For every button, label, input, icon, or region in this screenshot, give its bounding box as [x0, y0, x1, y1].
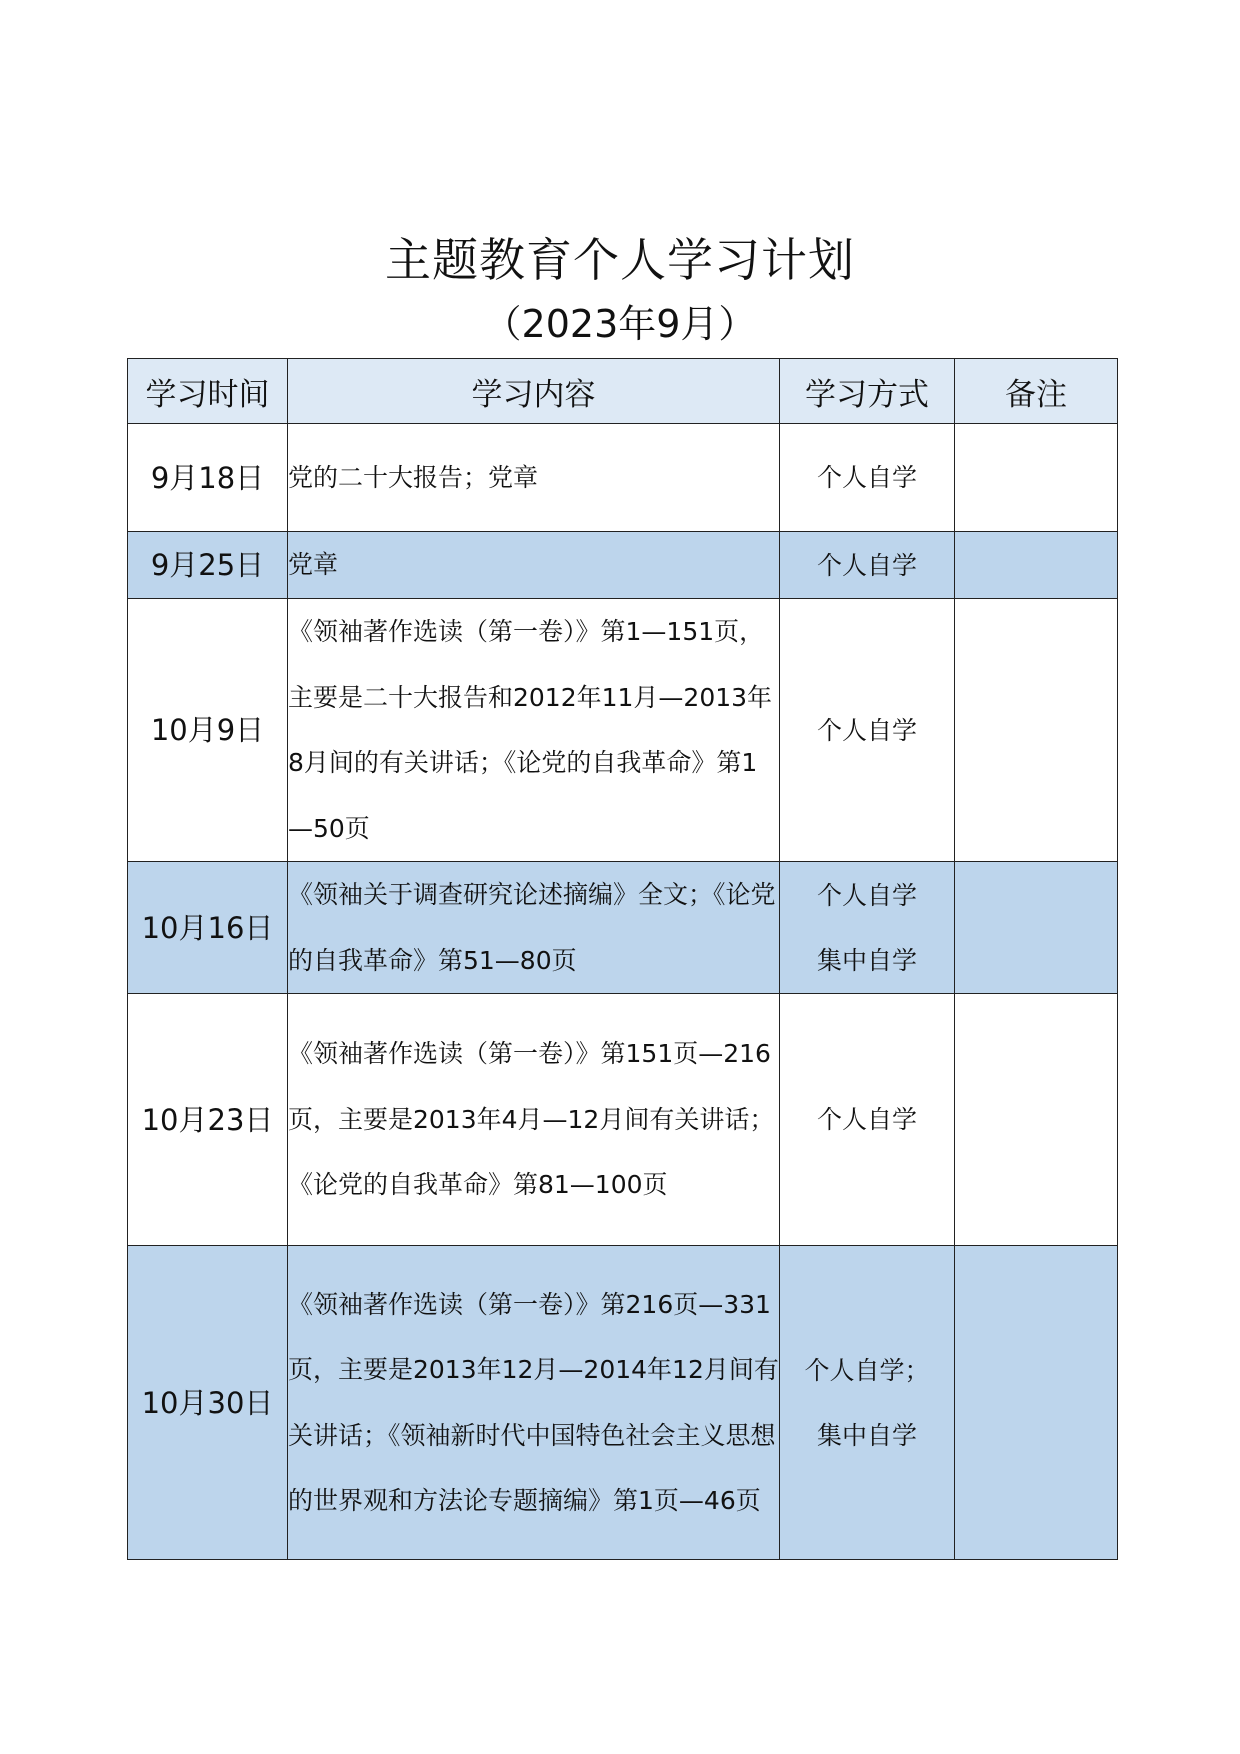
row-date: 10月16日	[128, 862, 288, 994]
document-subtitle: （2023年9月）	[483, 302, 757, 346]
row-method	[780, 1246, 955, 1560]
header-content: 学习内容	[288, 359, 780, 424]
table-row	[128, 994, 1118, 1246]
row-date: 9月18日	[128, 424, 288, 532]
header-date: 学习时间	[128, 359, 288, 424]
row-date: 9月25日	[128, 532, 288, 599]
table-row	[128, 599, 1118, 862]
row-date: 10月23日	[128, 994, 288, 1246]
row-method	[780, 599, 955, 862]
row-note	[955, 994, 1118, 1246]
table-row	[128, 424, 1118, 532]
table-row	[128, 862, 1118, 994]
table-row	[128, 532, 1118, 599]
method-label: 个人自学	[816, 550, 917, 580]
row-content: 党章	[288, 532, 780, 599]
method-label: 个人自学；	[804, 1355, 930, 1385]
method-label: 个人自学	[816, 715, 917, 745]
table-body	[128, 424, 1118, 1560]
header-note: 备注	[955, 359, 1118, 424]
row-content: 《领袖著作选读（第一卷）》第151页—216页，主要是2013年4月—12月间有关讲话；《论党的自我革命》第81—100页	[288, 994, 780, 1246]
method-label: 集中自学	[816, 1420, 917, 1450]
row-note	[955, 599, 1118, 862]
method-label: 个人自学	[816, 1105, 917, 1134]
method-label: 集中自学	[816, 945, 917, 975]
header-method: 学习方式	[780, 359, 955, 424]
row-content: 《领袖著作选读（第一卷）》第216页—331页，主要是2013年12月—2014年12月间有关讲话；《领袖新时代中国特色社会主义思想的世界观和方法论专题摘编》第1页—46页	[288, 1246, 780, 1560]
row-note	[955, 1246, 1118, 1560]
method-label: 个人自学	[816, 463, 917, 492]
table-row	[128, 1246, 1118, 1560]
method-label: 个人自学	[816, 880, 917, 910]
row-method	[780, 862, 955, 994]
document-title: 主题教育个人学习计划	[385, 233, 855, 287]
row-method	[780, 424, 955, 532]
row-method	[780, 532, 955, 599]
row-note	[955, 424, 1118, 532]
study-plan-table	[127, 358, 1118, 1560]
row-method	[780, 994, 955, 1246]
row-content: 《领袖著作选读（第一卷）》第1—151页，主要是二十大报告和2012年11月—2013年8月间的有关讲话；《论党的自我革命》第1—50页	[288, 599, 780, 862]
row-note	[955, 532, 1118, 599]
row-date: 10月30日	[128, 1246, 288, 1560]
row-note	[955, 862, 1118, 994]
row-content: 《领袖关于调查研究论述摘编》全文；《论党的自我革命》第51—80页	[288, 862, 780, 994]
table-header-row	[128, 359, 1118, 424]
row-content: 党的二十大报告；党章	[288, 424, 780, 532]
row-date: 10月9日	[128, 599, 288, 862]
